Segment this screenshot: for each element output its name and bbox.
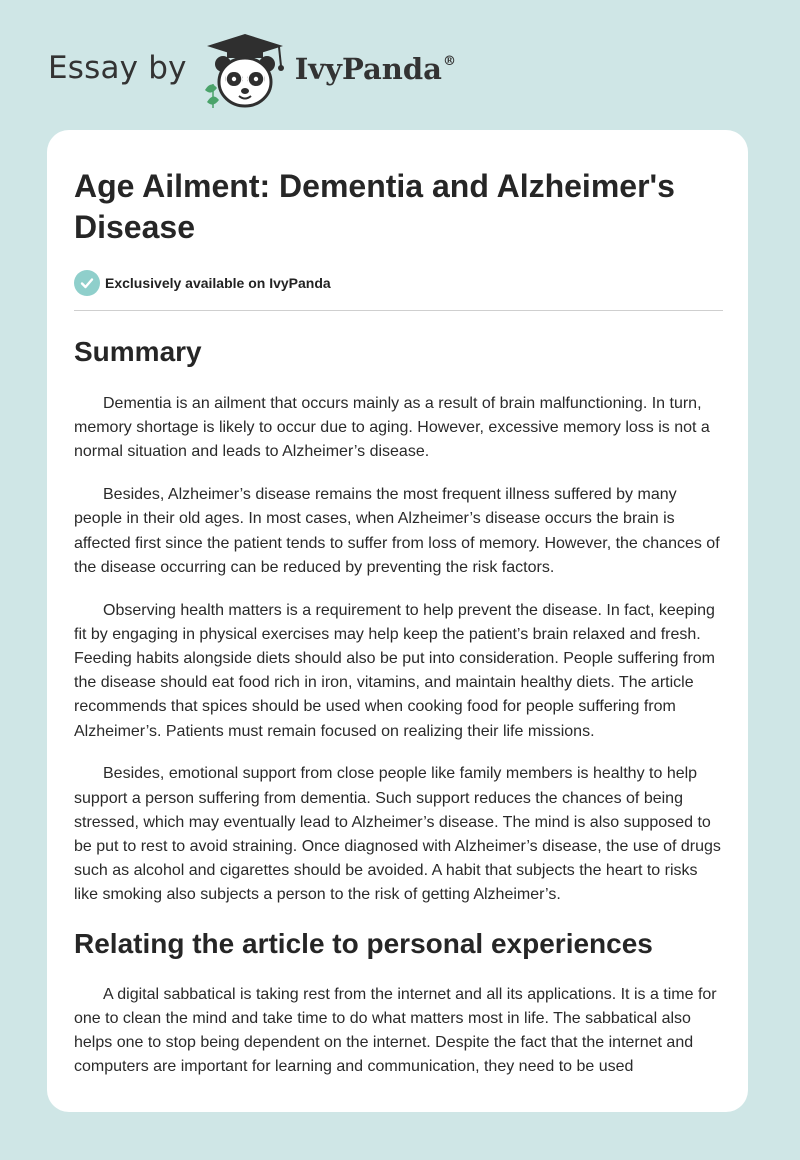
exclusive-label: Exclusively available on IvyPanda	[105, 275, 331, 291]
panda-graduate-icon[interactable]	[201, 30, 293, 110]
check-circle-icon	[74, 270, 100, 296]
section-heading-relating: Relating the article to personal experiences	[74, 927, 653, 959]
exclusive-notice	[74, 270, 723, 296]
paragraph: Besides, emotional support from close people like family members is healthy to help support a person suffering from dementia. Such support reduces the chances of being stressed, which may eventually lead to Alzheimer’s disease. The mind is also supposed to be put to rest to avoid straining. Once diagnosed with Alzheimer’s disease, the use of drugs such as alcohol and cigarettes should be avoided. A habit that subjects the heart to risks like smoking also subjects a person to the risk of getting Alzheimer’s.	[74, 765, 721, 904]
paragraph: A digital sabbatical is taking rest from the internet and all its applications. It is a time for one to clean the mind and take time to do what matters most in life. The sabbatical also helps one to stop being dependent on the internet. Despite the fact that the internet and computers are important for learning and communication, they need to be used	[74, 985, 717, 1076]
article-content	[74, 166, 723, 1079]
article-title: Age Ailment: Dementia and Alzheimer's Disease	[74, 168, 675, 245]
registered-mark: ®	[442, 54, 456, 69]
site-header	[48, 30, 508, 110]
divider	[74, 310, 723, 311]
section-heading-summary: Summary	[74, 336, 202, 367]
paragraph: Besides, Alzheimer’s disease remains the most frequent illness suffered by many people in their old ages. In most cases, when Alzheimer’s disease occurs the brain is affected first since the patient tends to suffer from loss of memory. However, the chances of the disease occurring can be reduced by preventing the risk factors.	[74, 486, 720, 576]
brand-name[interactable]	[295, 52, 456, 86]
essay-by-label: Essay by	[48, 50, 187, 86]
paragraph: Observing health matters is a requirement to help prevent the disease. In fact, keeping fit by engaging in physical exercises may help keep the patient’s brain relaxed and fresh. Feeding habits alongside diets should also be put into consideration. People suffering from the disease should eat food rich in iron, vitamins, and maintain healthy diets. The article recommends that spices should be used when cooking food for people suffering from Alzheimer’s. Patients must remain focused on realizing their life missions.	[74, 601, 716, 740]
article-card	[47, 130, 748, 1112]
brand-text: IvyPanda	[294, 52, 442, 86]
paragraph: Dementia is an ailment that occurs mainly as a result of brain malfunctioning. In turn, memory shortage is likely to occur due to aging. However, excessive memory loss is not a normal situation and leads to Alzheimer’s disease.	[74, 395, 710, 461]
